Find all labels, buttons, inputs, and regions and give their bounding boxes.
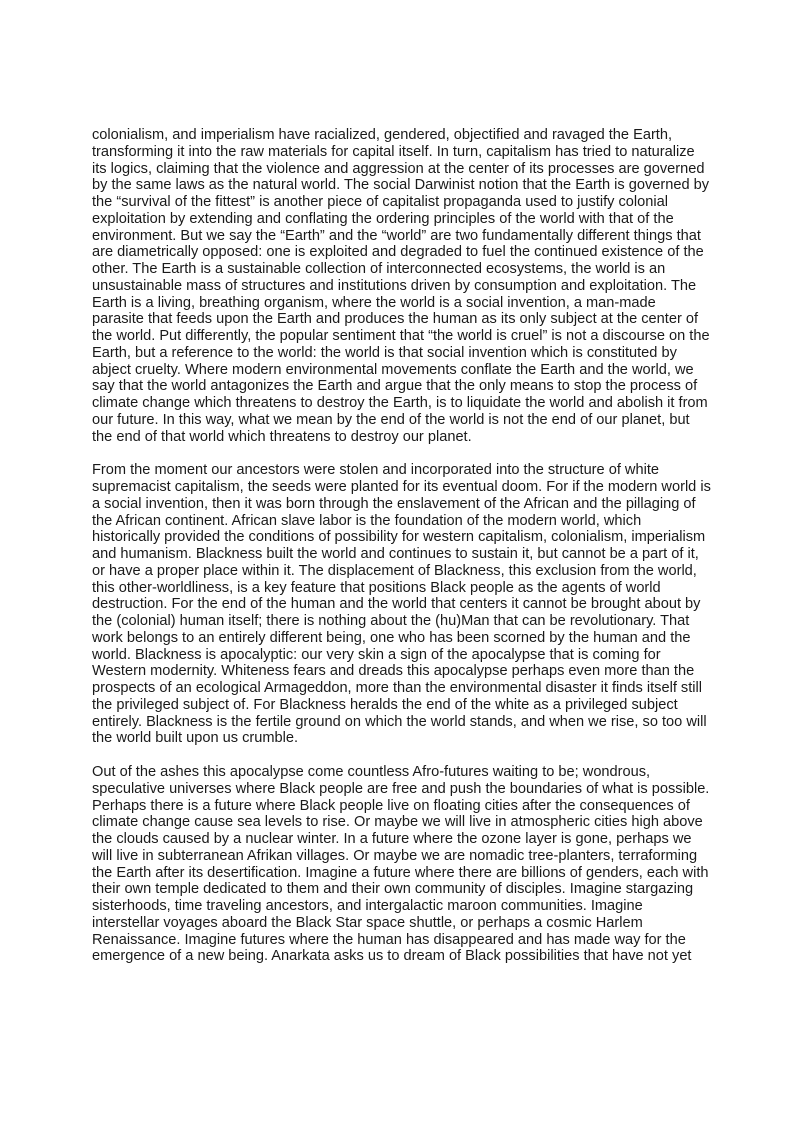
paragraph-earth-and-world: colonialism, and imperialism have racialized, gendered, objectified and ravaged the Earth, transforming it into the raw materials for capital itself. In turn, capitalism has tried to naturalize its logics, claiming that the violence and aggression at the center of its processes are governed by the same laws as the natural world. The social Darwinist notion that the Earth is governed by the “survival of the fittest” is another piece of capitalist propaganda used to justify colonial exploitation by extending and conflating the ordering principles of the world with that of the environment. But we say the “Earth” and the “world” are two fundamentally different things that are diametrically opposed: one is exploited and degraded to fuel the continued existence of the other. The Earth is a sustainable collection of interconnected ecosystems, the world is an unsustainable mass of structures and institutions driven by consumption and exploitation. The Earth is a living, breathing organism, where the world is a social invention, a man-made parasite that feeds upon the Earth and produces the human as its only subject at the center of the world. Put differently, the popular sentiment that “the world is cruel” is not a discourse on the Earth, but a reference to the world: the world is that social invention which is constituted by abject cruelty. Where modern environmental movements conflate the Earth and the world, we say that the world antagonizes the Earth and argue that the only means to stop the process of climate change which threatens to destroy the Earth, is to liquidate the world and abolish it from our future. In this way, what we mean by the end of the world is not the end of our planet, but the end of that world which threatens to destroy our planet. <box>92 127 710 445</box>
paragraph-afro-futures: Out of the ashes this apocalypse come countless Afro-futures waiting to be; wondrous, speculative universes where Black people are free and push the boundaries of what is possible. Perhaps there is a future where Black people live on floating cities after the consequences of climate change cause sea levels to rise. Or maybe we will live in atmospheric cities high above the clouds caused by a nuclear winter. In a future where the ozone layer is gone, perhaps we will live in subterranean Afrikan villages. Or maybe we are nomadic tree-planters, terraforming the Earth after its desertification. Imagine a future where there are billions of genders, each with their own temple dedicated to them and their own community of disciples. Imagine stargazing sisterhoods, time traveling ancestors, and intergalactic maroon communities. Imagine interstellar voyages aboard the Black Star space shuttle, or perhaps a cosmic Harlem Renaissance. Imagine futures where the human has disappeared and has made way for the emergence of a new being. Anarkata asks us to dream of Black possibilities that have not yet <box>92 764 710 965</box>
paragraph-blackness-apocalypse: From the moment our ancestors were stolen and incorporated into the structure of white supremacist capitalism, the seeds were planted for its eventual doom. For if the modern world is a social invention, then it was born through the enslavement of the African and the pillaging of the African continent. African slave labor is the foundation of the modern world, which historically provided the conditions of possibility for western capitalism, colonialism, imperialism and humanism. Blackness built the world and continues to sustain it, but cannot be a part of it, or have a proper place within it. The displacement of Blackness, this exclusion from the world, this other-worldliness, is a key feature that positions Black people as the agents of world destruction. For the end of the human and the world that centers it cannot be brought about by the (colonial) human itself; there is nothing about the (hu)Man that can be revolutionary. That work belongs to an entirely different being, one who has been scorned by the human and the world. Blackness is apocalyptic: our very skin a sign of the apocalypse that is coming for Western modernity. Whiteness fears and dreads this apocalypse perhaps even more than the prospects of an ecological Armageddon, more than the environmental disaster it finds itself still the privileged subject of. For Blackness heralds the end of the white as a privileged subject entirely. Blackness is the fertile ground on which the world stands, and when we rise, so too will the world built upon us crumble. <box>92 462 711 747</box>
document-body <box>92 127 711 965</box>
